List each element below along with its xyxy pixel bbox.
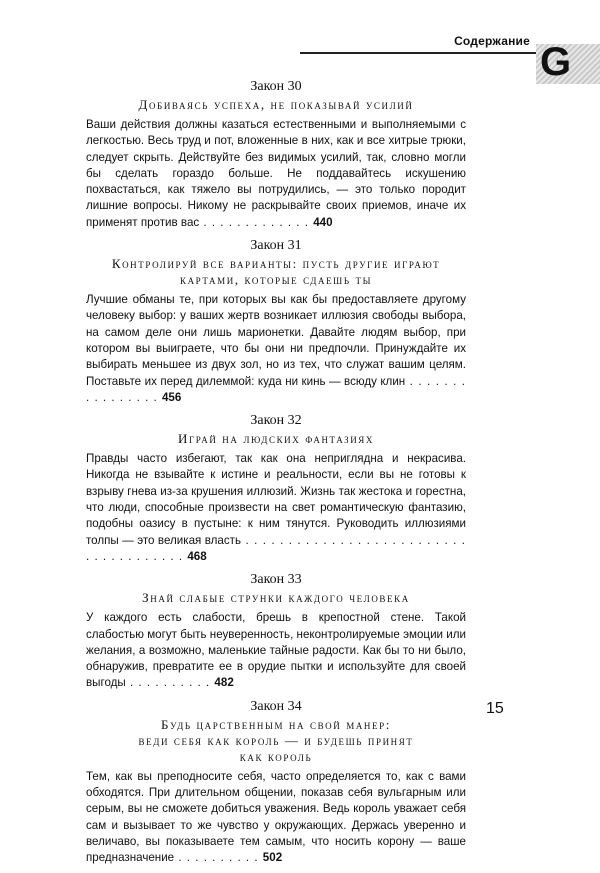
law-title-line: картами, которые сдаешь ты [179, 272, 373, 288]
law-number: Закон 34 [250, 698, 302, 714]
law-description [86, 769, 466, 867]
law-description-text: Правды часто избегают, так как она неприглядна и некрасива. Никогда не взывайте к истине и реальности, если вы не готовы к взрыву гнева из-за крушения иллюзий. Жизнь так жестока и горестна, что люди, способные произвести на свет романтическую фантазию, подобны оазису в пустыне: к ним тянутся. Руководить иллюзиями толпы — это великая власть [86, 452, 466, 547]
law-description-text: Лучшие обманы те, при которых вы как бы предоставляете другому человеку выбор: у ваших жертв возникает иллюзия свободы выбора, на самом деле они лишь марионетки. Давайте людям выбор, при котором вы выиграете, что бы они ни предпочли. Принуждайте их выбирать меньшее из двух зол, но из тех, что служат вашим целям. Поставьте их перед дилеммой: куда ни кинь — всюду клин [86, 293, 466, 388]
law-title [86, 256, 466, 288]
law-description [86, 610, 466, 691]
dot-leader: . . . . . . . . . . . . . . . . [86, 374, 466, 404]
law-title-line: Будь царственным на свой манер: [161, 716, 391, 732]
law-entry-33 [86, 571, 466, 691]
law-title-line: как король [239, 748, 313, 764]
law-description-text: Тем, как вы преподносите себя, часто определяется то, как с вами обходятся. При длительном общении, показав себя вульгарным или серым, вы не сможете добиться уважения. Ведь король уважает себя сам и вызывает то же чувство у окружающих. Держась уверенно и величаво, вы показываете тем самым, что носить корону — ваше предназначение [86, 769, 466, 865]
law-title-line: Играй на людских фантазиях [178, 431, 374, 447]
law-page-ref[interactable]: 456 [161, 390, 182, 404]
law-page-ref[interactable]: 482 [214, 676, 234, 690]
law-page-ref[interactable]: 468 [187, 549, 207, 563]
page-number: 15 [486, 700, 504, 717]
law-number: Закон 32 [250, 413, 302, 429]
law-number: Закон 31 [250, 238, 302, 254]
law-entry-30 [86, 78, 466, 231]
law-title [86, 717, 466, 765]
law-title-line: веди себя как король — и будешь принят [138, 732, 414, 748]
law-description [86, 451, 466, 565]
law-title-line: Добиваясь успеха, не показывай усилий [138, 97, 414, 112]
contents-list [86, 78, 466, 873]
law-description-text: У каждого есть слабости, брешь в крепостной стене. Такой слабостью могут быть неуверенность, неконтролируемые эмоции или желания, а возможно, маленькие тайные радости. Как бы то ни было, обнаружив, превратите ее в орудие пытки и используйте для своей выгоды [86, 611, 466, 690]
law-page-ref[interactable]: 440 [313, 215, 333, 229]
chapter-tab-letter: G [540, 40, 572, 84]
law-title [86, 590, 466, 606]
chapter-tab [536, 40, 600, 84]
law-entry-34 [86, 698, 466, 867]
law-description [86, 117, 466, 231]
law-title-line: Знай слабые струнки каждого человека [142, 590, 410, 606]
dot-leader: . . . . . . . . . . . . . [199, 215, 314, 229]
law-title-line: Контролируй все варианты: пусть другие играют [111, 256, 441, 272]
law-entry-32 [86, 412, 466, 565]
law-description-text: Ваши действия должны казаться естественными и выполняемыми с легкостью. Весь труд и пот, вложенные в них, как и все хитрые трюки, следует скрыть. Действуйте без видимых усилий, так, словно могли бы сделать гораздо больше. Не поддавайтесь искушению похвастаться, как тяжело вы потрудились, — это только породит лишние вопросы. Никому не раскрывайте своих приемов, иначе их применят против вас [86, 118, 466, 229]
section-title: Содержание [454, 34, 530, 48]
law-number: Закон 33 [250, 572, 302, 588]
law-number: Закон 30 [250, 79, 302, 94]
law-title [86, 97, 466, 113]
dot-leader: . . . . . . . . . . . . . . . . . . . . . . . . . . . . . . . . . . . . . . [86, 533, 467, 563]
law-description [86, 292, 466, 406]
law-entry-31 [86, 237, 466, 406]
law-page-ref[interactable]: 502 [262, 851, 283, 865]
dot-leader: . . . . . . . . . . [125, 676, 215, 690]
dot-leader: . . . . . . . . . . [174, 851, 263, 865]
law-title [86, 431, 466, 447]
